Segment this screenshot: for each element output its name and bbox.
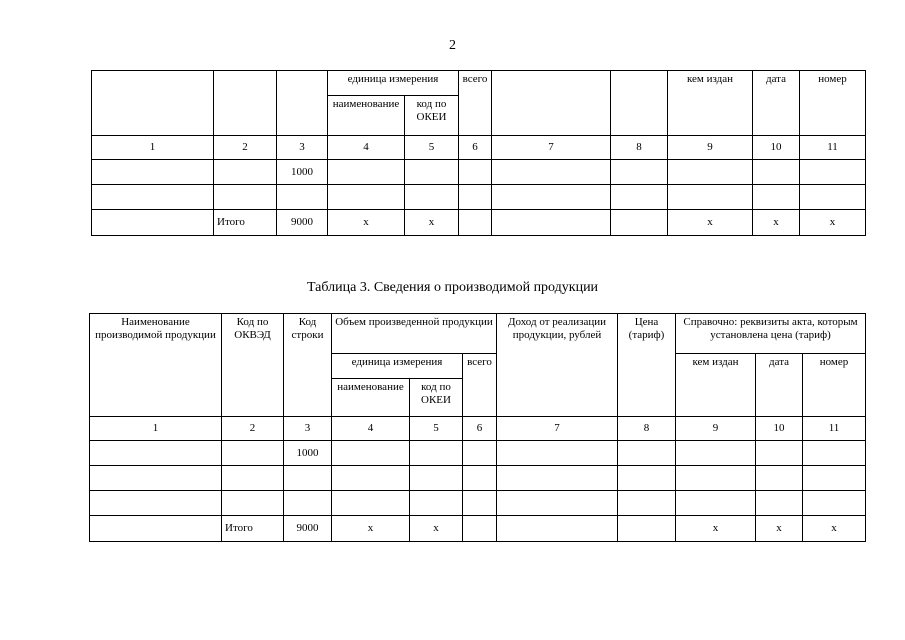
x-mark: х [332,516,410,542]
header-number: номер [803,354,866,417]
col-number: 1 [90,417,222,441]
total-code: 9000 [284,516,332,542]
col-number: 10 [756,417,803,441]
table-row [90,466,866,491]
col-number: 8 [618,417,676,441]
col-number: 5 [410,417,463,441]
col-number: 8 [611,136,668,160]
total-label: Итого [222,516,284,542]
table-2 [91,70,866,236]
table-row [92,160,866,185]
col-number: 10 [753,136,800,160]
column-numbers-row [92,136,866,160]
col-number: 2 [222,417,284,441]
page-number: 2 [449,38,456,53]
col-number: 9 [668,136,753,160]
col-number: 4 [332,417,410,441]
x-mark: х [753,210,800,236]
header-income: Доход от реализации продукции, рублей [497,314,618,417]
total-row [92,210,866,236]
header-total: всего [463,354,497,417]
col-number: 4 [328,136,405,160]
row-code: 1000 [277,160,328,185]
header-issued-by: кем издан [668,71,753,136]
table-3 [89,313,866,542]
col-number: 3 [284,417,332,441]
col-number: 6 [459,136,492,160]
col-number: 7 [497,417,618,441]
header-name: наименование [332,379,410,417]
col-number: 9 [676,417,756,441]
header-issued-by: кем издан [676,354,756,417]
header-name: наименование [328,96,405,136]
x-mark: х [803,516,866,542]
x-mark: х [328,210,405,236]
column-numbers-row [90,417,866,441]
header-row-top [92,71,866,96]
col-number: 6 [463,417,497,441]
table-row [92,185,866,210]
table-row [90,441,866,466]
header-volume: Объем произведенной продукции [332,314,497,354]
total-code: 9000 [277,210,328,236]
header-number: номер [800,71,866,136]
header-okved-code: Код по ОКВЭД [222,314,284,417]
x-mark: х [410,516,463,542]
header-price: Цена (тариф) [618,314,676,417]
total-label: Итого [214,210,277,236]
header-total: всего [459,71,492,136]
table-3-caption: Таблица 3. Сведения о производимой продукции [306,280,599,295]
table-row [90,491,866,516]
col-number: 11 [803,417,866,441]
col-number: 11 [800,136,866,160]
col-number: 2 [214,136,277,160]
x-mark: х [668,210,753,236]
x-mark: х [676,516,756,542]
header-line-code: Код строки [284,314,332,417]
header-product-name: Наименование производимой продукции [90,314,222,417]
x-mark: х [756,516,803,542]
col-number: 1 [92,136,214,160]
col-number: 3 [277,136,328,160]
col-number: 5 [405,136,459,160]
header-okei-code: код по ОКЕИ [410,379,463,417]
header-unit-of-measure: единица измерения [328,71,459,96]
x-mark: х [800,210,866,236]
row-code: 1000 [284,441,332,466]
total-row [90,516,866,542]
header-okei-code: код по ОКЕИ [405,96,459,136]
col-number: 7 [492,136,611,160]
header-unit-of-measure: единица измерения [332,354,463,379]
header-date: дата [753,71,800,136]
x-mark: х [405,210,459,236]
header-row-top [90,314,866,354]
header-reference: Справочно: реквизиты акта, которым установлена цена (тариф) [676,314,866,354]
header-date: дата [756,354,803,417]
